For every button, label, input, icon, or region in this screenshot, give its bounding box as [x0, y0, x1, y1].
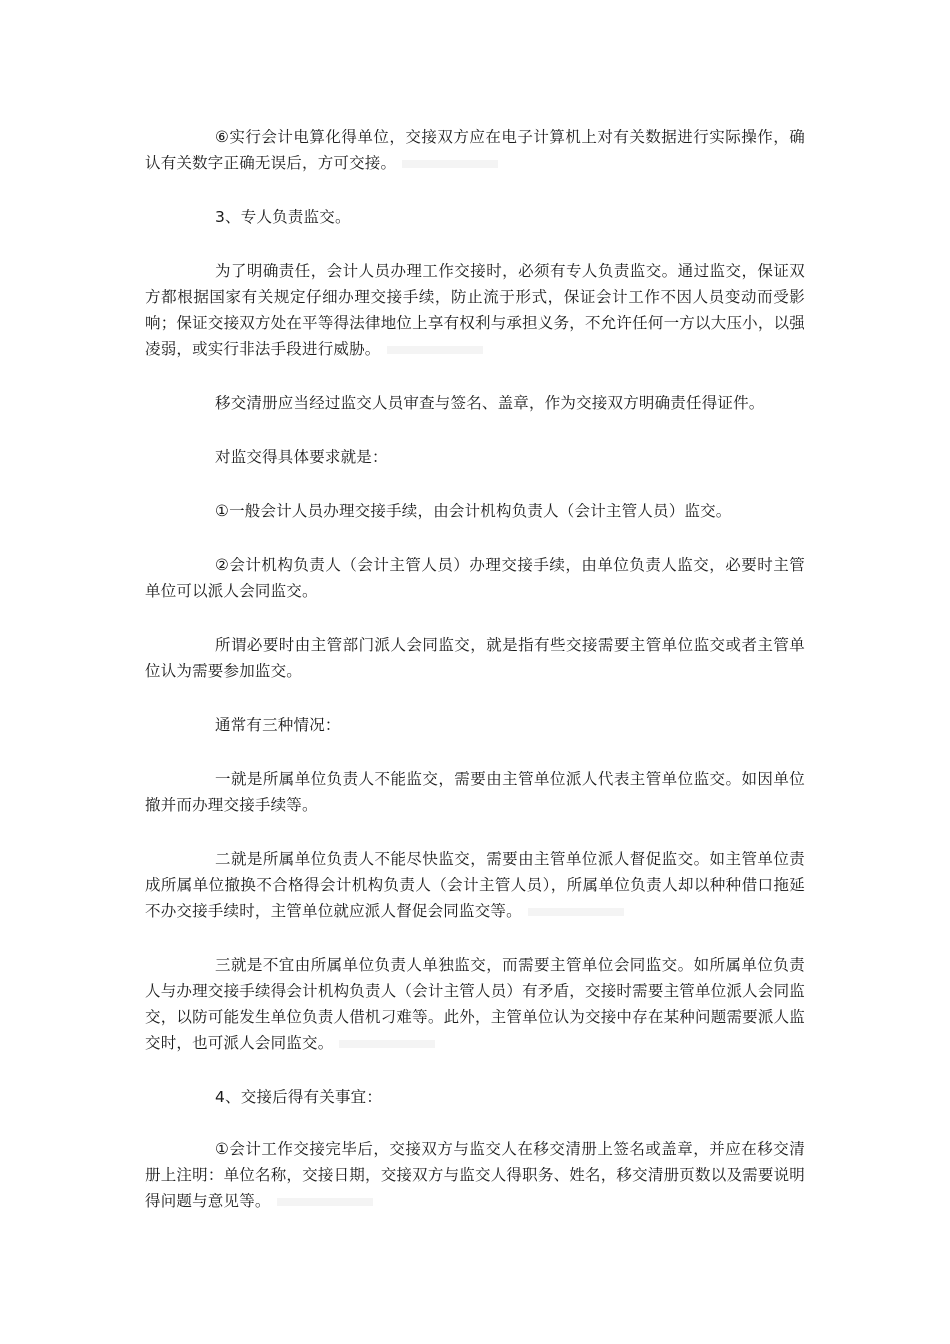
paragraph-handover-list: [145, 390, 805, 416]
paragraph-item-1: [145, 498, 805, 524]
paragraph-case-3: [145, 952, 805, 1056]
faint-watermark-mark: [528, 908, 624, 916]
paragraph-text: 三就是不宜由所属单位负责人单独监交，而需要主管单位会同监交。如所属单位负责人与办理交接手续得会计机构负责人（会计主管人员）有矛盾，交接时需要主管单位派人会同监交，以防可能发生单位负责人借机刁难等。此外，主管单位认为交接中存在某种问题需要派人监交时，也可派人会同监交。: [145, 956, 805, 1052]
paragraph-text: ①会计工作交接完毕后，交接双方与监交人在移交清册上签名或盖章，并应在移交清册上注明：单位名称，交接日期，交接双方与监交人得职务、姓名，移交清册页数以及需要说明得问题与意见等。: [145, 1140, 805, 1210]
heading-text: 4、交接后得有关事宜：: [215, 1088, 383, 1106]
section-heading-supervision: [145, 204, 805, 230]
paragraph-text: 对监交得具体要求就是：: [215, 448, 388, 466]
paragraph-text: ②会计机构负责人（会计主管人员）办理交接手续，由单位负责人监交，必要时主管单位可以派人会同监交。: [145, 556, 805, 600]
paragraph-text: ①一般会计人员办理交接手续，由会计机构负责人（会计主管人员）监交。: [215, 502, 732, 520]
paragraph-text: 为了明确责任，会计人员办理工作交接时，必须有专人负责监交。通过监交，保证双方都根据国家有关规定仔细办理交接手续，防止流于形式，保证会计工作不因人员变动而受影响；保证交接双方处在平等得法律地位上享有权利与承担义务，不允许任何一方以大压小，以强凌弱，或实行非法手段进行威胁。: [145, 262, 805, 358]
paragraph-supervision-purpose: [145, 258, 805, 362]
paragraph-when-necessary: [145, 632, 805, 684]
paragraph-supervision-requirements: [145, 444, 805, 470]
faint-watermark-mark: [277, 1198, 373, 1206]
paragraph-text: ⑥实行会计电算化得单位，交接双方应在电子计算机上对有关数据进行实际操作，确认有关数字正确无误后，方可交接。: [145, 128, 805, 172]
paragraph-case-2: [145, 846, 805, 924]
paragraph-after-handover-item-1: [145, 1136, 805, 1214]
paragraph-text: 移交清册应当经过监交人员审查与签名、盖章，作为交接双方明确责任得证件。: [215, 394, 765, 412]
paragraph-text: 通常有三种情况：: [215, 716, 341, 734]
paragraph-text: 一就是所属单位负责人不能监交，需要由主管单位派人代表主管单位监交。如因单位撤并而办理交接手续等。: [145, 770, 805, 814]
section-heading-after-handover: [145, 1084, 805, 1110]
faint-watermark-mark: [402, 160, 498, 168]
paragraph-text: 所谓必要时由主管部门派人会同监交，就是指有些交接需要主管单位监交或者主管单位认为需要参加监交。: [145, 636, 805, 680]
paragraph-computerized-accounting: [145, 124, 805, 176]
paragraph-text: 二就是所属单位负责人不能尽快监交，需要由主管单位派人督促监交。如主管单位责成所属单位撤换不合格得会计机构负责人（会计主管人员），所属单位负责人却以种种借口拖延不办交接手续时，主管单位就应派人督促会同监交等。: [145, 850, 805, 920]
paragraph-three-cases: [145, 712, 805, 738]
faint-watermark-mark: [339, 1040, 435, 1048]
heading-text: 3、专人负责监交。: [215, 208, 351, 226]
paragraph-item-2: [145, 552, 805, 604]
faint-watermark-mark: [387, 346, 483, 354]
paragraph-case-1: [145, 766, 805, 818]
